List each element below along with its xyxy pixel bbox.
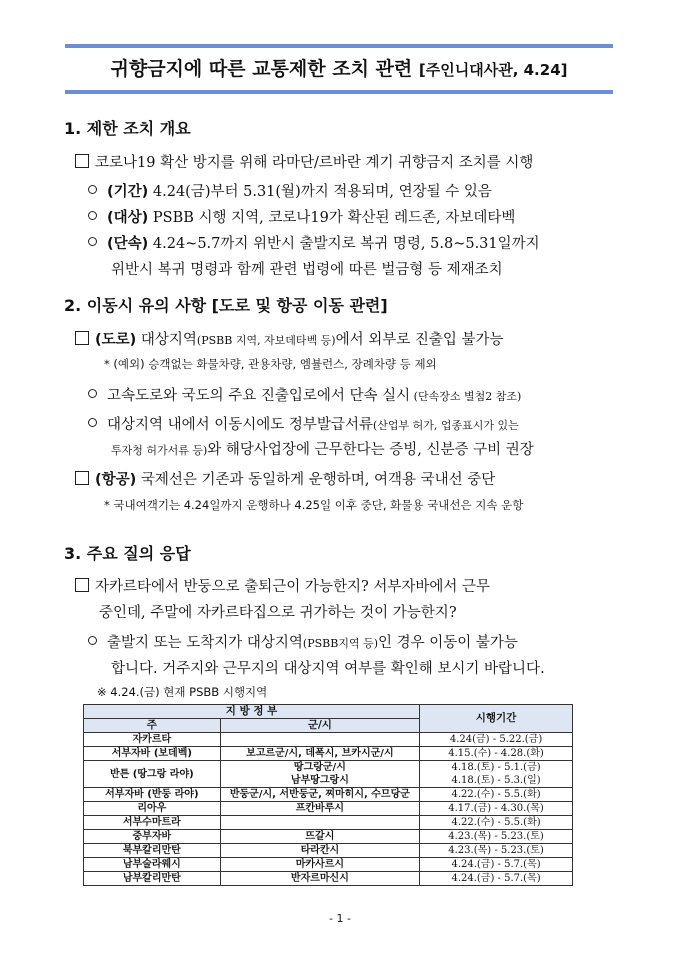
cell-province: 서부자바 (보데벡): [84, 747, 221, 761]
bullet-tag: (기간): [107, 184, 149, 200]
section3-heading: 3. 주요 질의 응답: [64, 544, 191, 563]
section1-bullet-enforcement: [88, 232, 540, 253]
cell-period: 4.24(금) - 5.22.(금): [420, 733, 573, 747]
answer-small: (PSBB지역 등): [302, 637, 378, 650]
page-number: - 1 -: [329, 912, 351, 925]
section1-bullet-period: [88, 180, 492, 201]
air-tag: (항공): [95, 472, 137, 488]
road-bullet2-small: (산업부 허가, 업종표시가 있는: [372, 419, 519, 432]
header-province: 주: [84, 719, 221, 733]
cell-province: 서부수마트라: [84, 816, 221, 830]
bullet-text: 4.24~5.7까지 위반시 출발지로 복귀 명령, 5.8~5.31일까지: [148, 236, 540, 252]
cell-province: 중부자바: [84, 830, 221, 844]
cell-province: 리아우: [84, 802, 221, 816]
cell-city: 반자르마신시: [220, 872, 419, 886]
section1-intro-text: 코로나19 확산 방지를 위해 라마단/르바란 계기 귀향금지 조치를 시행: [95, 155, 534, 171]
road-text-small: (PSBB 지역, 자보데타벡 등): [196, 334, 336, 347]
cell-province: 남부술라웨시: [84, 858, 221, 872]
header-city: 군/시: [220, 719, 419, 733]
cell-period: 4.22.(수) - 5.5.(화): [420, 788, 573, 802]
table-row: [84, 802, 573, 816]
cell-province: 반튼 (땅그랑 라야): [84, 761, 221, 788]
checkbox-square-icon: [75, 578, 89, 592]
cell-city: [220, 761, 419, 788]
road-text-a: 대상지역: [136, 332, 197, 348]
cell-city: 보고르군/시, 데폭시, 브카시군/시: [220, 747, 419, 761]
table-row: [84, 733, 573, 747]
title-main: 귀향금지에 따른 교통제한 조치 관련: [110, 58, 413, 80]
answer-text-a: 출발지 또는 도착지가 대상지역: [107, 635, 303, 651]
bullet-tag: (대상): [107, 210, 149, 226]
bullet-tag: (단속): [107, 236, 149, 252]
cell-period-line2: 4.18.(토) - 5.3.(일): [451, 775, 541, 786]
road-text-b: 에서 외부로 진출입 불가능: [335, 332, 504, 348]
section1-bullet-target: [88, 206, 515, 227]
road-bullet2-text-b: 와 해당사업장에 근무한다는 증빙, 신분증 구비 권장: [207, 442, 534, 458]
cell-city-line2: 남부땅그랑시: [290, 775, 349, 786]
air-text: 국제선은 기존과 동일하게 운행하며, 여객용 국내선 중단: [136, 472, 496, 488]
section2-air: [75, 468, 495, 489]
header-local-govt: 지 방 정 부: [84, 705, 420, 719]
title-sub: [주인니대사관, 4.24]: [418, 61, 568, 79]
section3-question: [75, 575, 490, 596]
page-title: [65, 54, 613, 81]
cell-city: [220, 816, 419, 830]
title-bar-bottom: [65, 90, 613, 94]
title-bar-top: [65, 44, 613, 48]
bullet-text: PSBB 시행 지역, 코로나19가 확산된 레드존, 자보데타벡: [148, 210, 516, 226]
cell-city-line1: 땅그랑군/시: [293, 762, 346, 773]
title-box: [65, 44, 613, 94]
section2-road: [75, 328, 504, 349]
table-row: [84, 747, 573, 761]
cell-period: [420, 761, 573, 788]
section2-road-bullet2: [88, 413, 519, 434]
circle-bullet-icon: [88, 636, 97, 645]
question-line1: 자카르타에서 반둥으로 출퇴근이 가능한지? 서부자바에서 근무: [95, 579, 490, 595]
table-row: [84, 788, 573, 802]
table-header-row: [84, 705, 573, 719]
cell-period-line1: 4.18.(토) - 5.1.(금): [451, 762, 541, 773]
checkbox-square-icon: [75, 331, 89, 345]
cell-city: 뜨갈시: [220, 830, 419, 844]
road-bullet1-small: (단속장소 별첨2 참조): [410, 390, 522, 403]
section3-answer: [88, 631, 518, 652]
cell-period: 4.17.(금) - 4.30.(목): [420, 802, 573, 816]
cell-city: 반둥군/시, 서반둥군, 찌마히시, 수므당군: [220, 788, 419, 802]
section3-note: ※ 4.24.(금) 현재 PSBB 시행지역: [97, 685, 268, 699]
road-bullet2-text-a: 대상지역 내에서 이동시에도 정부발급서류: [107, 417, 373, 433]
cell-period: 4.15.(수) - 4.28.(화): [420, 747, 573, 761]
cell-period: 4.24.(금) - 5.7.(목): [420, 872, 573, 886]
table-row: [84, 844, 573, 858]
cell-city: 타라칸시: [220, 844, 419, 858]
section3-answer-cont: 합니다. 거주지와 근무지의 대상지역 여부를 확인해 보시기 바랍니다.: [111, 661, 545, 677]
road-bullet2-small2: 투자청 허가서류 등): [111, 444, 208, 457]
cell-period: 4.23.(목) - 5.23.(토): [420, 844, 573, 858]
table-row: [84, 858, 573, 872]
psbb-table: [83, 704, 573, 886]
checkbox-square-icon: [75, 154, 89, 168]
cell-city: 마카사르시: [220, 858, 419, 872]
section1-bullet-enforcement-cont: 위반시 복귀 명령과 함께 관련 법령에 따른 벌금형 등 제재조치: [111, 262, 503, 278]
cell-city: 프칸바루시: [220, 802, 419, 816]
cell-province: 서부자바 (반둥 라야): [84, 788, 221, 802]
header-period: 시행기간: [420, 705, 573, 733]
road-tag: (도로): [95, 332, 137, 348]
section2-heading: 2. 이동시 유의 사항 [도로 및 항공 이동 관련]: [64, 296, 388, 315]
bullet-text: 4.24(금)부터 5.31(월)까지 적용되며, 연장될 수 있음: [148, 184, 492, 200]
circle-bullet-icon: [88, 185, 97, 194]
section3-question-cont: 중인데, 주말에 자카르타집으로 귀가하는 것이 가능한지?: [99, 605, 457, 621]
cell-city: [220, 733, 419, 747]
cell-province: 남부칼리만탄: [84, 872, 221, 886]
section2-road-note: * (예외) 승객없는 화물차량, 관용차량, 엠뷸런스, 장례차량 등 제외: [104, 357, 437, 371]
table-row: [84, 816, 573, 830]
section1-intro: [75, 151, 533, 172]
cell-province: 북부칼리만탄: [84, 844, 221, 858]
cell-period: 4.22.(수) - 5.5.(화): [420, 816, 573, 830]
table-row: [84, 761, 573, 788]
answer-text-b: 인 경우 이동이 불가능: [377, 635, 518, 651]
road-bullet1-text: 고속도로와 국도의 주요 진출입로에서 단속 실시: [107, 388, 411, 404]
section2-road-bullet2-cont: [111, 438, 534, 459]
section2-air-note: * 국내여객기는 4.24일까지 운행하나 4.25일 이후 중단, 화물용 국내선은 지속 운항: [104, 498, 524, 512]
cell-province: 자카르타: [84, 733, 221, 747]
section1-heading: 1. 제한 조치 개요: [64, 119, 191, 138]
circle-bullet-icon: [88, 389, 97, 398]
table-row: [84, 872, 573, 886]
cell-period: 4.23.(목) - 5.23.(토): [420, 830, 573, 844]
circle-bullet-icon: [88, 211, 97, 220]
circle-bullet-icon: [88, 237, 97, 246]
cell-period: 4.24.(금) - 5.7.(목): [420, 858, 573, 872]
table-row: [84, 830, 573, 844]
circle-bullet-icon: [88, 418, 97, 427]
section2-road-bullet1: [88, 384, 521, 405]
checkbox-square-icon: [75, 471, 89, 485]
